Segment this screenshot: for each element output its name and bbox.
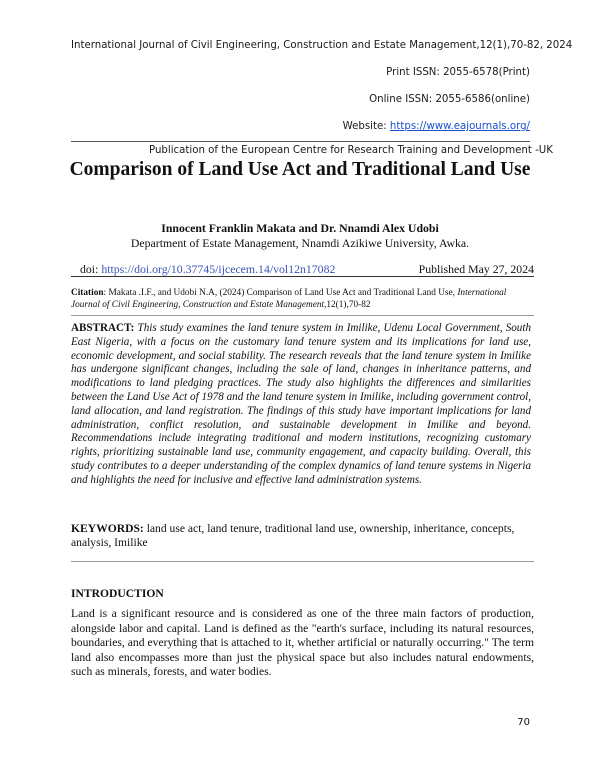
citation-label: Citation xyxy=(71,288,104,298)
abstract xyxy=(71,322,531,488)
citation-divider xyxy=(71,315,534,316)
introduction-paragraph: Land is a significant resource and is considered as one of the three main factors of production, alongside labor and capital. Land is defined as the "earth's surface, including its natural resources, boundaries, and everything that is attached to it, whether artificial or naturally occurring." The term land also encompasses more than just the physical space but also includes natural endowments, such as minerals, forests, and water bodies. xyxy=(71,607,534,679)
website-line xyxy=(343,121,530,132)
keywords-label: KEYWORDS: xyxy=(71,522,144,535)
doi-link[interactable]: https://doi.org/10.37745/ijcecem.14/vol12n17082 xyxy=(101,262,336,276)
keywords xyxy=(71,522,534,550)
doi-divider xyxy=(71,276,534,277)
website-label: Website: xyxy=(342,121,390,132)
citation-text: : Makata .I.F., and Udobi N.A, (2024) Comparison of Land Use Act and Traditional Land Use, xyxy=(103,288,458,298)
citation-journal: International Journal of Civil Engineering, Construction and Estate Management xyxy=(71,288,507,310)
introduction-heading: INTRODUCTION xyxy=(71,587,164,600)
abstract-text: This study examines the land tenure system in Imilike, Udenu Local Government, South East Nigeria, with a focus on the customary land tenure system and its implications for land use, economic development, and social stability. The research reveals that the land tenure system in Imilike has undergone significant changes, including the sale of land, changes in inheritance patterns, and modifications to land pledging practices. The study also highlights the differences and similarities between the Land Use Act of 1978 and the land tenure system in Imilike, including government control, land allocation, and land registration. The findings of this study have important implications for land administration, conflict resolution, and sustainable development in Imilike and beyond. Recommendations include integrating traditional and modern institutions, recognizing customary rights, prioritizing sustainable land use, community engagement, and capacity building. Overall, this study contributes to a deeper understanding of the complex dynamics of land tenure systems in Nigeria and highlights the need for inclusive and effective land administration systems. xyxy=(71,322,531,486)
print-issn: Print ISSN: 2055-6578(Print) xyxy=(386,67,530,78)
doi-line xyxy=(80,262,335,277)
authors: Innocent Franklin Makata and Dr. Nnamdi Alex Udobi xyxy=(161,221,439,235)
article-title: Comparison of Land Use Act and Traditional Land Use xyxy=(69,159,531,180)
citation xyxy=(71,287,531,311)
doi-label: doi: xyxy=(80,262,102,276)
online-issn: Online ISSN: 2055-6586(online) xyxy=(369,94,530,105)
page-number: 70 xyxy=(517,717,530,728)
website-link[interactable]: https://www.eajournals.org/ xyxy=(389,121,530,132)
published-date: Published May 27, 2024 xyxy=(418,262,534,276)
keywords-text: land use act, land tenure, traditional land use, ownership, inheritance, concepts, analysis, Imilike xyxy=(71,522,515,549)
affiliation: Department of Estate Management, Nnamdi Azikiwe University, Awka. xyxy=(130,236,470,250)
citation-volume: ,12(1),70-82 xyxy=(324,300,371,310)
publisher-line: Publication of the European Centre for Research Training and Development -UK xyxy=(149,145,553,156)
journal-header: International Journal of Civil Engineering, Construction and Estate Management,12(1),70-82, 2024 xyxy=(71,40,573,51)
keywords-divider xyxy=(71,561,534,562)
abstract-label: ABSTRACT: xyxy=(71,322,135,334)
header-divider xyxy=(71,141,530,142)
